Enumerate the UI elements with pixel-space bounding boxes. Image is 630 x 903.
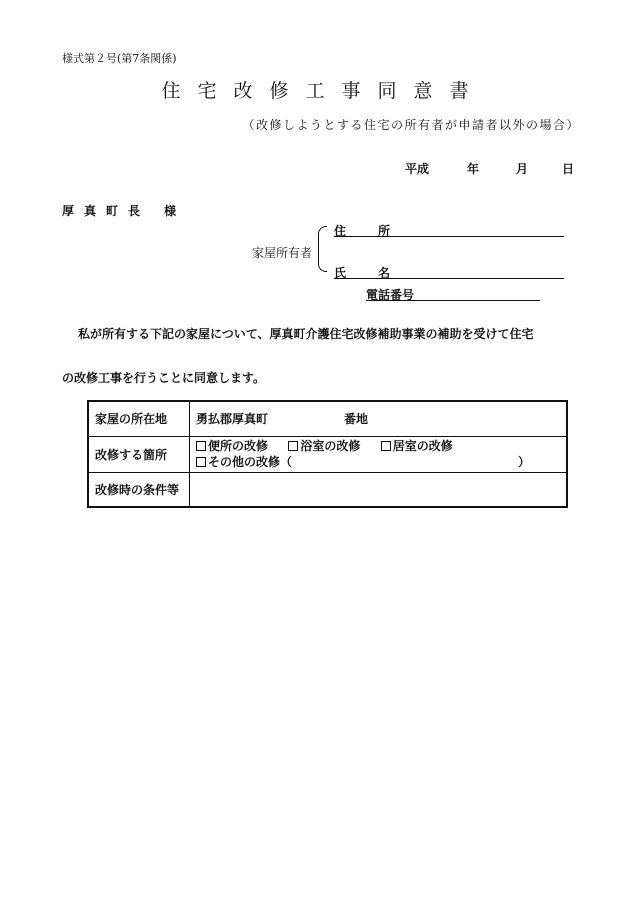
bath-option[interactable]: 浴室の改修 <box>288 439 360 453</box>
phone-label: 電話番号 <box>366 288 415 302</box>
date-month: 月 <box>516 162 529 176</box>
checkbox-icon[interactable] <box>196 441 206 451</box>
other-close: ） <box>518 455 531 469</box>
date-day: 日 <box>562 162 575 176</box>
address-line[interactable] <box>334 236 564 237</box>
body-line-1: 私が所有する下記の家屋について、厚真町介護住宅改修補助事業の補助を受けて住宅 <box>78 327 534 341</box>
room-option[interactable]: 居室の改修 <box>381 439 453 453</box>
date-year: 年 <box>467 162 480 176</box>
addressee-honorific: 様 <box>164 204 187 218</box>
repair-cell <box>190 436 568 472</box>
subtitle: （改修しようとする住宅の所有者が申請者以外の場合） <box>242 118 580 132</box>
address-label: 住 所 <box>334 224 401 238</box>
table-row <box>88 472 567 507</box>
date-era: 平成 <box>405 162 430 176</box>
page-title: 住宅改修工事同意書 <box>161 80 486 102</box>
owner-label: 家屋所有者 <box>252 246 313 260</box>
repair-label: 改修する箇所 <box>88 436 190 472</box>
name-line[interactable] <box>334 278 564 279</box>
table-row <box>88 401 567 436</box>
name-label: 氏 名 <box>334 266 401 280</box>
checkbox-icon[interactable] <box>288 441 298 451</box>
location-cell[interactable] <box>190 401 568 436</box>
table-row <box>88 436 567 472</box>
checkbox-icon[interactable] <box>381 441 391 451</box>
toilet-option[interactable]: 便所の改修 <box>196 439 268 453</box>
form-number: 様式第２号(第7条関係) <box>62 52 177 65</box>
conditions-cell[interactable] <box>190 472 568 507</box>
conditions-label: 改修時の条件等 <box>88 472 190 507</box>
phone-line[interactable] <box>366 300 540 301</box>
checkbox-icon[interactable] <box>196 457 206 467</box>
other-option[interactable]: その他の改修（ <box>196 455 292 469</box>
info-table <box>87 400 568 508</box>
location-value: 勇払郡厚真町 <box>196 412 269 427</box>
location-label: 家屋の所在地 <box>88 401 190 436</box>
addressee <box>62 202 186 219</box>
addressee-name: 厚真町長 <box>62 204 151 218</box>
location-suffix: 番地 <box>344 412 369 427</box>
body-line-2: の改修工事を行うことに同意します。 <box>62 371 266 385</box>
owner-brace <box>318 226 327 272</box>
